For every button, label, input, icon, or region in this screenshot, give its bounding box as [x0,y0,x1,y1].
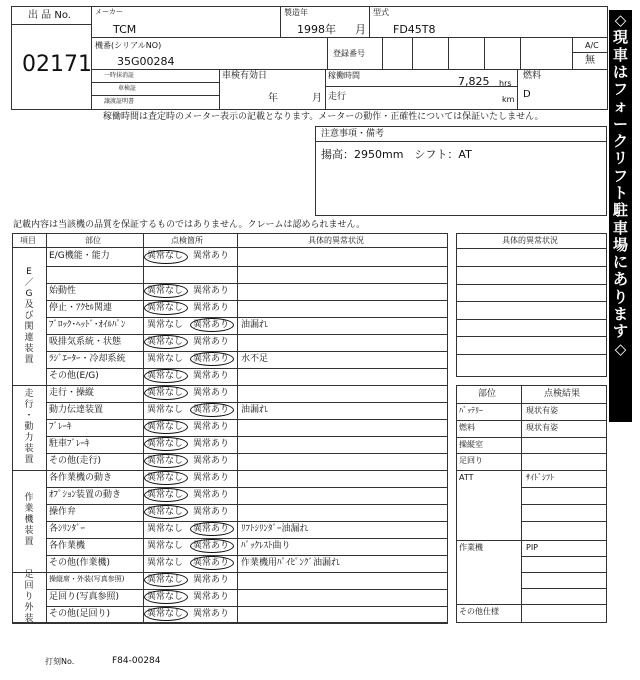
banner-char: す [612,322,628,341]
results-col-part: 部位 [478,389,497,399]
abnormal-label: 異常あり [193,302,230,313]
abnormal-label: 異常あり [193,557,230,568]
normal-circle-mark [144,471,188,485]
normal-circle-mark [144,454,188,468]
results-divider [456,540,607,541]
results-part: 燃料 [459,423,475,432]
hours-label: 稼働時間 [328,71,360,80]
results-value: 現状有姿 [526,406,558,415]
row-divider [46,334,448,335]
normal-label: 異常なし [147,506,184,517]
normal-circle-mark [144,573,188,587]
notes-value: 揚高：2950mm シフト：AT [321,148,472,161]
group-label-char: G [25,288,33,299]
banner-char: 車 [612,45,628,64]
group-label [12,385,46,470]
abnormal-circle-mark [190,318,234,332]
banner-char: ま [612,305,628,324]
abnormal-circle-mark [190,556,234,570]
group-label [12,569,46,624]
normal-circle-mark [144,607,188,621]
row-part: 各作業機の動き [49,472,113,483]
group-label-char: 力 [24,432,34,443]
row-part: ｵﾌﾟｼｮﾝ装置の動き [49,489,122,500]
row-part: 吸排気系統・状態 [49,336,122,347]
normal-label: 異常なし [147,404,184,415]
abnormal-label: 異常あり [193,523,230,534]
results-divider [456,453,607,454]
normal-circle-mark [144,488,188,502]
banner-char: に [612,253,628,272]
year-label: 製造年 [284,8,308,17]
group-label-char: E [26,266,32,277]
abnormal-label: 異常あり [193,404,230,415]
maker-label: メーカー [95,8,123,16]
group-label-char: 置 [24,354,34,365]
normal-label: 異常なし [147,489,184,500]
banner-char: フ [612,80,628,99]
row-part: 動力伝達装置 [49,404,104,415]
normal-circle-mark [144,369,188,383]
row-divider [46,368,448,369]
lot-number: 02171 [22,52,92,77]
stamp-label: 打刻No. [45,657,75,666]
due-month-unit: 月 [312,93,322,104]
km-unit: km [502,95,515,104]
detail-line [456,336,607,337]
banner-char: 駐 [612,201,628,220]
group-label-char: 置 [24,454,34,465]
normal-label: 異常なし [147,319,184,330]
normal-label: 異常なし [147,387,184,398]
group-label-char: 置 [24,537,34,547]
results-value: ｻｲﾄﾞｼﾌﾄ [526,473,554,482]
group-label-char: 機 [24,515,34,525]
model-label: 型式 [373,8,389,17]
abnormal-label: 異常あり [193,421,230,432]
row-divider [46,521,448,522]
normal-circle-mark [144,284,188,298]
maker-value: TCM [113,23,137,36]
banner-char: あ [612,270,628,289]
col-detail: 具体的異常状況 [308,236,364,245]
group-label [12,248,46,385]
group-label-char: 動 [24,421,34,432]
banner-char: 場 [612,235,628,254]
row-part: その他(E/G) [49,370,99,381]
abnormal-label: 異常あり [193,319,230,330]
row-divider [46,538,448,539]
detail-line [456,248,607,249]
normal-label: 異常なし [147,285,184,296]
row-divider [46,266,448,267]
row-detail: 作業機用ﾊﾟｲﾋﾟﾝｸﾞ油漏れ [241,557,341,568]
fuel-label: 燃料 [523,71,542,81]
location-banner [609,10,632,422]
row-part: 始動性 [49,285,77,296]
registration-label: 登録番号 [333,49,365,58]
row-divider [46,351,448,352]
results-header-divider [456,403,607,404]
row-detail: 油漏れ [241,404,269,415]
group-label-char: り [24,591,34,602]
results-divider [456,437,607,438]
abnormal-label: 異常あり [193,370,230,381]
detail-line [456,301,607,302]
abnormal-label: 異常あり [193,472,230,483]
row-part: 走行・操縦 [49,387,95,398]
normal-label: 異常なし [147,540,184,551]
results-value: PIP [526,543,539,552]
group-label-char: 作 [24,493,34,503]
notes-label: 注意事項・備考 [321,129,385,139]
lot-label: 出 品 No. [28,10,71,21]
row-detail: ﾘﾌﾄｼﾘﾝﾀﾞｰ油漏れ [241,523,309,534]
row-divider [46,453,448,454]
hours-value: 7,825 [458,75,490,88]
row-divider [46,419,448,420]
results-part: 作業機 [459,543,483,552]
results-part: その他仕様 [459,607,499,616]
row-part: 停止・ｱｸｾﾙ関連 [49,302,113,313]
month-unit: 月 [355,23,366,36]
results-col-result: 点検結果 [544,389,581,399]
abnormal-circle-mark [190,522,234,536]
inspection-due-label: 車検有効日 [222,71,268,81]
results-part: ATT [459,473,474,482]
row-part: その他(作業機) [49,557,111,568]
abnormal-label: 異常あり [193,251,230,261]
temp-cert-label: 一時抹消証 [104,72,135,79]
abnormal-label: 異常あり [193,591,230,602]
abnormal-label: 異常あり [193,455,230,466]
row-divider [46,470,448,471]
group-label-char: 足 [24,569,34,580]
row-part: その他(足回り) [49,608,111,619]
serial-value: 35G00284 [117,55,175,68]
row-part: 操縦席・外装(写真参照) [49,574,125,583]
hours-note: 稼働時間は査定時のメーター表示の記載となります。メーターの動作・正確性については保証いたしません。 [103,112,544,122]
banner-char: フ [612,166,628,185]
col-point: 点検箇所 [171,236,203,245]
normal-circle-mark [144,590,188,604]
ac-label: A/C [585,41,599,50]
normal-label: 異常なし [147,251,184,261]
normal-label: 異常なし [147,421,184,432]
group-label-char: 装 [24,526,34,536]
abnormal-label: 異常あり [193,506,230,517]
banner-char: は [612,62,628,81]
row-divider [46,572,448,573]
row-part: ﾌﾞﾛｯｸ･ﾍｯﾄﾞ･ｵｲﾙﾊﾟﾝ [49,319,126,330]
normal-circle-mark [144,301,188,315]
row-divider [46,504,448,505]
row-divider [46,606,448,607]
model-value: FD45T8 [393,23,436,36]
results-part: 足回り [459,456,483,465]
row-part: 操作弁 [49,506,77,517]
results-subdivider [521,572,607,573]
year-unit: 年 [325,23,336,36]
abnormal-label: 異常あり [193,608,230,619]
row-divider [46,623,448,624]
results-subdivider [521,504,607,505]
banner-char: ォ [612,97,628,116]
results-value: 現状有姿 [526,423,558,432]
hours-unit: hrs [499,79,512,88]
group-label-char: び [24,310,34,321]
normal-label: 異常なし [147,438,184,449]
group-label-char: 装 [24,613,34,624]
banner-char: リ [612,149,628,168]
group-label-char: 回 [24,580,34,591]
group-label-char: 行 [24,399,34,410]
group-label-char: 連 [24,332,34,343]
normal-label: 異常なし [147,608,184,619]
normal-circle-mark [144,437,188,451]
normal-label: 異常なし [147,455,184,466]
row-divider [46,436,448,437]
group-label-char: 装 [24,443,34,454]
serial-label: 機番(シリアルNO) [95,41,162,50]
row-part: その他(走行) [49,455,102,466]
abnormal-circle-mark [190,403,234,417]
group-label-char: 走 [24,388,34,399]
row-part: 各作業機 [49,540,86,551]
row-part: 駐車ﾌﾞﾚｰｷ [49,438,90,449]
ac-value: 無 [585,55,595,66]
normal-label: 異常なし [147,336,184,347]
col-part: 部位 [85,236,101,245]
results-subdivider [521,556,607,557]
abnormal-label: 異常あり [193,353,230,364]
group-label [12,470,46,572]
detail-line [456,354,607,355]
row-divider [46,385,448,386]
normal-label: 異常なし [147,557,184,568]
row-divider [46,589,448,590]
results-part: ﾊﾞｯﾃﾘｰ [459,406,483,415]
row-divider [46,317,448,318]
normal-circle-mark [144,386,188,400]
normal-label: 異常なし [147,472,184,483]
year-value: 1998 [297,23,325,36]
banner-char: ◇ [614,11,627,29]
group-label-char: 装 [24,343,34,354]
results-part: 操縦室 [459,440,483,449]
row-part: E/G機能・能力 [49,251,110,261]
banner-char: ◇ [614,339,627,358]
row-divider [46,402,448,403]
normal-label: 異常なし [147,353,184,364]
row-divider [46,555,448,556]
travel-label: 走行 [328,92,347,102]
normal-circle-mark [144,335,188,349]
notes-box [315,126,607,216]
fuel-value: D [523,89,531,100]
row-part: 各ｼﾘﾝﾀﾞｰ [49,523,86,534]
col-item: 項目 [20,236,36,245]
row-part: ﾗｼﾞｴｰﾀｰ・冷却系統 [49,353,126,364]
normal-circle-mark [144,505,188,519]
row-divider [46,300,448,301]
row-divider [46,283,448,284]
results-subdivider [521,487,607,488]
results-divider [456,604,607,605]
abnormal-label: 異常あり [193,489,230,500]
right-detail-title: 具体的異常状況 [502,236,558,245]
detail-line [456,319,607,320]
group-label-char: 業 [24,504,34,514]
normal-label: 異常なし [147,302,184,313]
group-label-char: 及 [24,299,34,310]
banner-char: ク [612,132,628,151]
row-detail: 油漏れ [241,319,269,330]
group-label-char: ・ [24,410,34,421]
abnormal-label: 異常あり [193,387,230,398]
transfer-cert-label: 譲渡証明書 [104,98,135,105]
normal-label: 異常なし [147,574,184,585]
banner-char: 現 [612,28,628,47]
banner-char: り [612,287,628,306]
row-detail: 水不足 [241,353,269,364]
abnormal-label: 異常あり [193,574,230,585]
abnormal-label: 異常あり [193,285,230,296]
results-divider [456,420,607,421]
abnormal-label: 異常あり [193,336,230,347]
stamp-value: F84-00284 [112,656,161,666]
banner-char: ー [612,114,628,133]
detail-line [456,266,607,267]
group-label-char: 関 [24,321,34,332]
banner-char: 車 [612,218,628,237]
disclaimer: 記載内容は当該機の品質を保証するものではありません。クレームは認められません。 [13,220,366,230]
row-divider [46,487,448,488]
abnormal-circle-mark [190,352,234,366]
inspection-cert-label: 車検証 [118,85,137,92]
normal-circle-mark [144,420,188,434]
abnormal-label: 異常あり [193,438,230,449]
normal-label: 異常なし [147,523,184,534]
group-label-char: ／ [24,277,34,288]
right-detail-box [456,233,607,377]
row-detail: ﾊﾞｯｸﾚｽﾄ曲り [241,540,291,551]
results-subdivider [521,521,607,522]
row-part: 足回り(写真参照) [49,591,120,602]
normal-label: 異常なし [147,591,184,602]
group-label-char: 外 [24,602,34,613]
abnormal-circle-mark [190,539,234,553]
normal-label: 異常なし [147,370,184,381]
results-divider [456,470,607,471]
due-year-unit: 年 [268,93,278,104]
results-subdivider [521,588,607,589]
abnormal-label: 異常あり [193,540,230,551]
banner-char: ト [612,183,628,202]
detail-line [456,284,607,285]
row-part: ﾌﾞﾚｰｷ [49,421,72,432]
normal-circle-mark [144,250,188,264]
